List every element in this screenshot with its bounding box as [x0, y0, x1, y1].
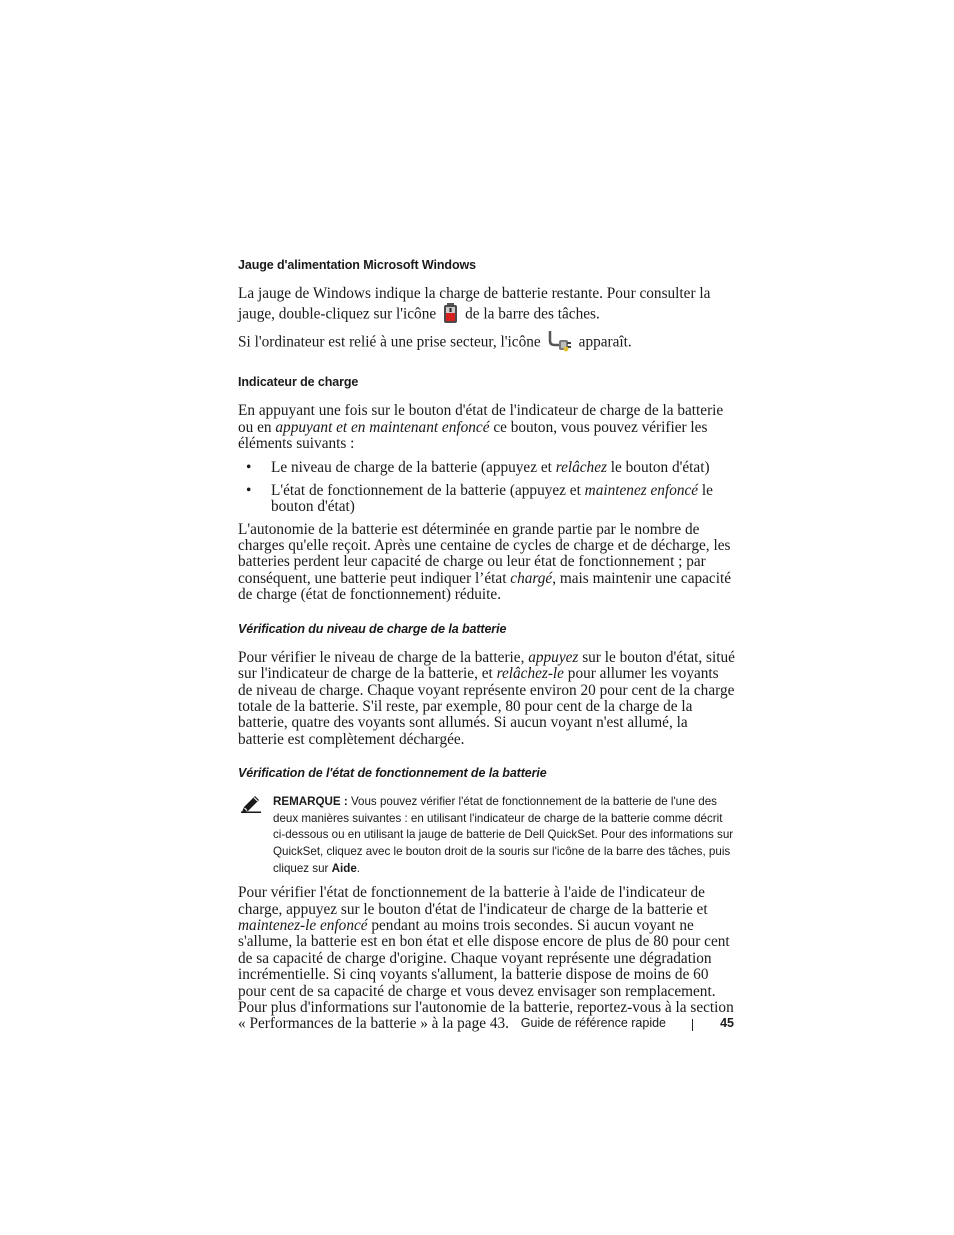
bullet-icon: •: [246, 481, 252, 499]
list-item: • Le niveau de charge de la batterie (appuyez et relâchez le bouton d'état): [246, 459, 710, 477]
heading-charge-indicator: Indicateur de charge: [238, 375, 359, 390]
heading-windows-power-meter: Jauge d'alimentation Microsoft Windows: [238, 258, 476, 272]
battery-icon: [442, 302, 459, 328]
heading-check-charge: Vérification du niveau de charge de la batterie: [238, 621, 507, 636]
page-content: [238, 258, 736, 1033]
list-item: • L'état de fonctionnement de la batterie (appuyez et maintenez enfoncé le bouton d'état): [246, 481, 713, 516]
ac-adapter-paragraph: Si l'ordinateur est relié à une prise secteur, l'icône apparaît.: [238, 329, 736, 357]
bullet-icon: •: [246, 459, 252, 477]
note-box: [238, 794, 736, 877]
power-plug-icon: [547, 329, 573, 357]
note-text: REMARQUE : Vous pouvez vérifier l'état de fonctionnement de la batterie de l'une des deux manières suivantes : en utilisant l'indicateur de charge de la batterie comme décrit ci-dessous ou en utilisant la jauge de batterie de Dell QuickSet. Pour des informations sur QuickSet, cliquez avec le bouton droit de la souris sur l'icône de la barre des tâches, puis cliquez sur Aide.: [273, 795, 734, 875]
page-number: 45: [720, 1016, 734, 1030]
power-meter-paragraph: La jauge de Windows indique la charge de batterie restante. Pour consulter la jauge, double-cliquez sur l'icône de la barre des tâches.: [238, 286, 736, 329]
charge-indicator-intro: En appuyant une fois sur le bouton d'état de l'indicateur de charge de la batterie ou en appuyant et en maintenant enfoncé ce bouton, vous pouvez vérifier les éléments suivants :: [238, 402, 724, 453]
footer-separator: [692, 1019, 693, 1031]
battery-life-paragraph: L'autonomie de la batterie est déterminée en grande partie par le nombre de charges qu'elle reçoit. Après une centaine de cycles de charge et de décharge, les batteries perdent leur capacité de charge ou leur état de fonctionnement ; par conséquent, une batterie peut indiquer l’état chargé, mais maintenir une capacité de charge (état de fonctionnement) réduite.: [238, 520, 732, 604]
check-health-paragraph: Pour vérifier l'état de fonctionnement de la batterie à l'aide de l'indicateur de charge, appuyez sur le bouton d'état de l'indicateur de charge de la batterie et maintenez-le enfoncé pendant au moins trois secondes. Si aucun voyant ne s'allume, la batterie est en bon état et elle dispose encore de plus de 80 pour cent de sa capacité de charge d'origine. Chaque voyant représente une dégradation incrémentielle. Si cinq voyants s'allument, la batterie dispose de moins de 60 pour cent de sa capacité de charge et vous devez envisager son remplacement. Pour plus d'informations sur l'autonomie de la batterie, reportez-vous à la section « Performances de la batterie » à la page 43.: [238, 884, 734, 1033]
check-charge-paragraph: Pour vérifier le niveau de charge de la batterie, appuyez sur le bouton d'état, situé sur l'indicateur de charge de la batterie, et relâchez-le pour allumer les voyants de niveau de charge. Chaque voyant représente environ 20 pour cent de la charge totale de la batterie. S'il reste, par exemple, 80 pour cent de la charge de la batterie, quatre des voyants sont allumés. Si aucun voyant n'est allumé, la batterie est complètement déchargée.: [238, 648, 735, 748]
check-list: [238, 460, 736, 515]
page-footer: [238, 1016, 736, 1036]
heading-check-health: Vérification de l'état de fonctionnement de la batterie: [238, 766, 547, 781]
pencil-note-icon: [240, 794, 262, 819]
footer-guide-title: Guide de référence rapide: [520, 1016, 666, 1030]
